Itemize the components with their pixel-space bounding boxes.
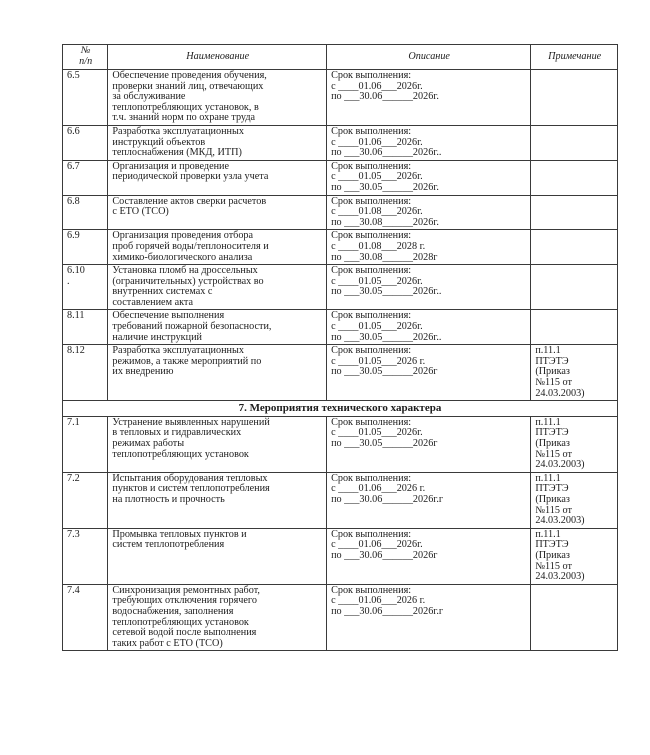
row-description-line: Срок выполнения:	[331, 416, 412, 428]
table-row	[63, 472, 618, 528]
row-name-line: проб горячей воды/теплоносителя и	[112, 240, 269, 252]
header-note: Примечание	[531, 45, 618, 70]
row-description-line: Срок выполнения:	[331, 310, 412, 322]
row-description	[327, 230, 531, 265]
row-note-line: п.11.1	[535, 345, 561, 357]
row-description-line: по ___30.05______2026г.	[331, 181, 439, 193]
row-note-line: 24.03.2003)	[535, 571, 585, 583]
row-note-line: (Приказ	[535, 549, 570, 561]
row-description-line: по ___30.08______2028г	[331, 251, 438, 263]
row-description-line: по ___30.05______2026г..	[331, 331, 442, 343]
row-name-line: их внедрению	[112, 366, 174, 378]
table-body-part2	[63, 416, 618, 650]
row-note	[531, 195, 618, 230]
row-description	[327, 416, 531, 472]
row-number: 8.11	[63, 310, 108, 345]
row-name	[108, 584, 327, 651]
row-name-line: теплопотребляющих установок	[112, 448, 249, 460]
row-description-line: Срок выполнения:	[331, 70, 412, 81]
row-description-line: Срок выполнения:	[331, 230, 412, 242]
measures-table	[62, 44, 618, 651]
row-name	[108, 310, 327, 345]
row-name	[108, 195, 327, 230]
section-body	[63, 401, 618, 417]
row-description-line: по ___30.06______2026г.	[331, 91, 439, 103]
row-name	[108, 345, 327, 401]
row-description-line: Срок выполнения:	[331, 195, 412, 207]
row-name-line: Организация проведения отбора	[112, 230, 254, 242]
row-number: 6.9	[63, 230, 108, 265]
row-description	[327, 472, 531, 528]
row-name-line: таких работ с ЕТО (ТСО)	[112, 637, 223, 649]
row-note	[531, 310, 618, 345]
header-desc: Описание	[327, 45, 531, 70]
row-note	[531, 70, 618, 126]
section-title: 7. Мероприятия технического характера	[63, 401, 618, 417]
row-description-line: Срок выполнения:	[331, 160, 412, 172]
row-name	[108, 160, 327, 195]
row-description-line: по ___30.06______2026г.г	[331, 605, 444, 617]
row-description-line: Срок выполнения:	[331, 125, 412, 137]
row-note-line: №115 от	[535, 504, 572, 516]
row-name-line: на плотность и прочность	[112, 493, 225, 505]
row-name	[108, 528, 327, 584]
row-description	[327, 195, 531, 230]
row-note-line: (Приказ	[535, 366, 570, 378]
row-name-line: теплоснабжения (МКД, ИТП)	[112, 147, 242, 159]
table-row	[63, 310, 618, 345]
row-note	[531, 416, 618, 472]
row-description-line: по ___30.06______2026г..	[331, 147, 442, 159]
row-name-line: Промывка тепловых пунктов и	[112, 528, 247, 540]
row-name-line: режимах работы	[112, 438, 185, 449]
table-row	[63, 416, 618, 472]
row-name-line: теплопотребляющих установок	[112, 616, 249, 628]
row-description-line: Срок выполнения:	[331, 265, 412, 277]
row-name-line: Устранение выявленных нарушений	[112, 416, 270, 428]
row-name-line: Обеспечение проведения обучения,	[112, 70, 267, 81]
row-note-line: 24.03.2003)	[535, 387, 585, 399]
row-description-line: с ____01.05___2026г.	[331, 427, 423, 439]
row-description-line: с ____01.05___2026г.	[331, 171, 423, 183]
row-name-line: Обеспечение выполнения	[112, 310, 225, 322]
table-row	[63, 584, 618, 651]
row-note-line: №115 от	[535, 560, 572, 572]
row-description-line: с ____01.05___2026г.	[331, 321, 423, 333]
row-note-line: (Приказ	[535, 493, 570, 505]
row-name	[108, 472, 327, 528]
row-name-line: Разработка эксплуатационных	[112, 125, 244, 137]
table-row	[63, 125, 618, 160]
row-name-line: Испытания оборудования тепловых	[112, 472, 268, 484]
row-name-line: требующих отключения горячего	[112, 595, 257, 607]
row-name-line: Составление актов сверки расчетов	[112, 195, 267, 207]
row-note-line: п.11.1	[535, 416, 561, 428]
row-note	[531, 265, 618, 310]
row-name-line: Разработка эксплуатационных	[112, 345, 244, 357]
row-description	[327, 125, 531, 160]
row-description-line: Срок выполнения:	[331, 584, 412, 596]
row-number: 7.2	[63, 472, 108, 528]
table-row	[63, 230, 618, 265]
row-number: 6.7	[63, 160, 108, 195]
row-description-line: Срок выполнения:	[331, 528, 412, 540]
row-description-line: с ____01.06___2026г.	[331, 539, 423, 551]
row-name-line: Организация и проведение	[112, 160, 230, 172]
row-description	[327, 265, 531, 310]
row-number: 6.5	[63, 70, 108, 126]
row-note-line: ПТЭТЭ	[535, 355, 569, 367]
row-name-line: за обслуживание	[112, 91, 186, 103]
row-note	[531, 528, 618, 584]
table-row	[63, 195, 618, 230]
row-description-line: по ___30.06______2026г.г	[331, 493, 444, 505]
row-description-line: с ____01.06___2026г.	[331, 80, 423, 92]
row-description-line: Срок выполнения:	[331, 472, 412, 484]
row-description-line: по ___30.05______2026г	[331, 366, 438, 378]
row-note-line: 24.03.2003)	[535, 459, 585, 471]
row-name-line: инструкций объектов	[112, 136, 206, 148]
row-description	[327, 528, 531, 584]
table-row	[63, 70, 618, 126]
row-name-line: т.ч. знаний норм по охране труда	[112, 112, 256, 124]
row-name-line: теплопотребляющих установок, в	[112, 101, 259, 113]
row-description-line: Срок выполнения:	[331, 345, 412, 357]
table-row	[63, 160, 618, 195]
row-name-line: (ограничительных) устройствах во	[112, 275, 264, 287]
row-description-line: по ___30.05______2026г	[331, 438, 438, 449]
row-note-line: (Приказ	[535, 438, 570, 449]
row-name-line: составлением акта	[112, 296, 193, 308]
row-name	[108, 265, 327, 310]
row-number: 7.4	[63, 584, 108, 651]
row-note	[531, 230, 618, 265]
row-name	[108, 230, 327, 265]
header-name: Наименование	[108, 45, 327, 70]
row-note	[531, 584, 618, 651]
row-description	[327, 70, 531, 126]
row-note	[531, 160, 618, 195]
row-description-line: с ____01.05___2026г.	[331, 275, 423, 287]
row-note-line: ПТЭТЭ	[535, 427, 569, 439]
table-header-row	[63, 45, 618, 70]
row-name-line: наличие инструкций	[112, 331, 202, 343]
table-row	[63, 345, 618, 401]
row-name-line: с ЕТО (ТСО)	[112, 206, 169, 218]
row-description-line: по ___30.05______2026г..	[331, 286, 442, 298]
row-name-line: пунктов и систем теплопотребления	[112, 483, 270, 495]
row-description-line: с ____01.06___2026 г.	[331, 595, 426, 607]
row-name-line: Установка пломб на дроссельных	[112, 265, 258, 277]
row-name-line: водоснабжения, заполнения	[112, 605, 234, 617]
row-note-line: ПТЭТЭ	[535, 539, 569, 551]
row-note	[531, 472, 618, 528]
table-row	[63, 528, 618, 584]
header-num: № п/п	[63, 45, 108, 70]
row-note-line: п.11.1	[535, 528, 561, 540]
row-description	[327, 584, 531, 651]
row-name-line: Синхронизация ремонтных работ,	[112, 584, 260, 596]
row-name-line: сетевой водой после выполнения	[112, 627, 257, 639]
row-name-line: внутренних системах с	[112, 286, 213, 298]
row-note-line: №115 от	[535, 377, 572, 389]
section-row	[63, 401, 618, 417]
row-name	[108, 70, 327, 126]
row-name	[108, 416, 327, 472]
row-name-line: требований пожарной безопасности,	[112, 321, 272, 333]
row-note-line: 24.03.2003)	[535, 515, 585, 527]
row-description-line: с ____01.05___2026 г.	[331, 355, 426, 367]
row-number: 6.10 .	[63, 265, 108, 310]
row-number: 6.8	[63, 195, 108, 230]
row-name-line: химико-биологического анализа	[112, 251, 253, 263]
row-description-line: с ____01.08___2026г.	[331, 206, 423, 218]
row-description	[327, 160, 531, 195]
row-description	[327, 310, 531, 345]
row-description	[327, 345, 531, 401]
row-number: 8.12	[63, 345, 108, 401]
row-description-line: по ___30.08______2026г.	[331, 216, 439, 228]
row-name-line: периодической проверки узла учета	[112, 171, 269, 183]
row-name-line: режимов, а также мероприятий по	[112, 355, 262, 367]
row-name-line: в тепловых и гидравлических	[112, 427, 242, 439]
table-row	[63, 265, 618, 310]
row-name	[108, 125, 327, 160]
row-number: 7.3	[63, 528, 108, 584]
row-number: 6.6	[63, 125, 108, 160]
row-note-line: п.11.1	[535, 472, 561, 484]
table-body-part1	[63, 70, 618, 401]
row-name-line: систем теплопотребления	[112, 539, 225, 551]
row-description-line: с ____01.06___2026г.	[331, 136, 423, 148]
row-note-line: ПТЭТЭ	[535, 483, 569, 495]
row-description-line: по ___30.06______2026г	[331, 549, 438, 561]
row-note	[531, 125, 618, 160]
row-note-line: №115 от	[535, 448, 572, 460]
row-name-line: проверки знаний лиц, отвечающих	[112, 80, 264, 92]
row-description-line: с ____01.06___2026 г.	[331, 483, 426, 495]
row-number: 7.1	[63, 416, 108, 472]
row-note	[531, 345, 618, 401]
row-description-line: с ____01.08___2028 г.	[331, 240, 426, 252]
